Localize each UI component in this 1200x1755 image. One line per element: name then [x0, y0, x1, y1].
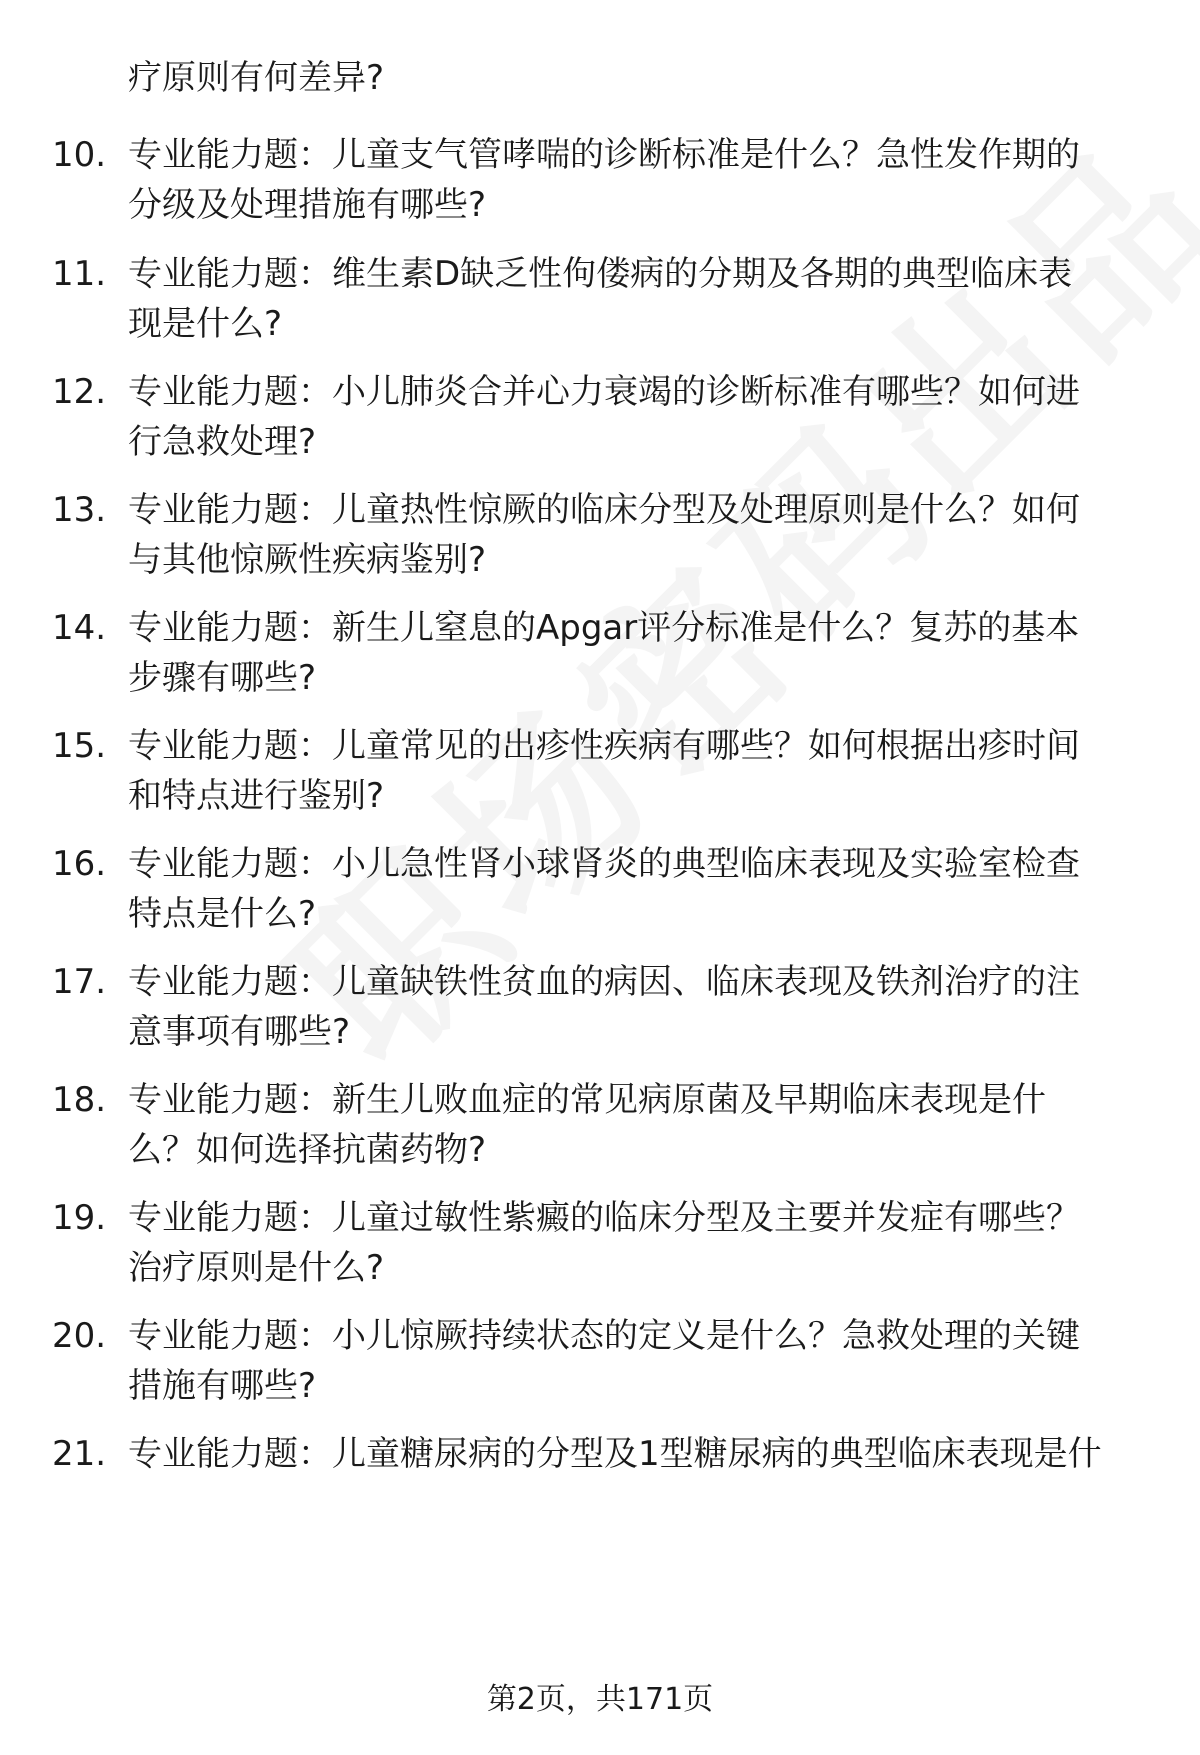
- item-text-line1: 专业能力题：儿童缺铁性贫血的病因、临床表现及铁剂治疗的注: [128, 962, 1080, 1002]
- item-text-line1: 专业能力题：儿童过敏性紫癜的临床分型及主要并发症有哪些？: [128, 1198, 1080, 1238]
- item-text-line1: 专业能力题：儿童热性惊厥的临床分型及处理原则是什么？如何: [128, 490, 1080, 530]
- item-number: 11.: [52, 254, 107, 294]
- item-number: 14.: [52, 608, 107, 648]
- item-number: 15.: [52, 726, 107, 766]
- list-item: [0, 252, 1200, 352]
- list-item: [0, 133, 1200, 233]
- list-item: [0, 1078, 1200, 1178]
- item-text-line1: 专业能力题：维生素D缺乏性佝偻病的分期及各期的典型临床表: [128, 254, 1073, 294]
- item-text-line2: 步骤有哪些?: [128, 658, 317, 698]
- item-text-line2: 么？如何选择抗菌药物?: [128, 1130, 487, 1170]
- list-item: [0, 1314, 1200, 1414]
- item-text-line1: 专业能力题：小儿惊厥持续状态的定义是什么？急救处理的关键: [128, 1316, 1080, 1356]
- item-number: 19.: [52, 1198, 107, 1238]
- item-text-line2: 治疗原则是什么?: [128, 1248, 385, 1288]
- continuation-line: 疗原则有何差异?: [128, 58, 385, 98]
- item-text-line2: 与其他惊厥性疾病鉴别?: [128, 540, 487, 580]
- item-text-line2: 分级及处理措施有哪些?: [128, 185, 487, 225]
- list-item: [0, 1196, 1200, 1296]
- item-text-line2: 和特点进行鉴别?: [128, 776, 385, 816]
- item-text-line2: 行急救处理?: [128, 422, 317, 462]
- item-number: 12.: [52, 372, 107, 412]
- item-text-line2: 措施有哪些?: [128, 1366, 317, 1406]
- list-item: [0, 370, 1200, 470]
- item-text-line1: 专业能力题：新生儿窒息的Apgar评分标准是什么？复苏的基本: [128, 608, 1080, 648]
- item-number: 16.: [52, 844, 107, 884]
- list-item: [0, 724, 1200, 824]
- item-number: 13.: [52, 490, 107, 530]
- page-footer: 第2页，共171页: [486, 1682, 714, 1717]
- item-text-line1: 专业能力题：儿童常见的出疹性疾病有哪些？如何根据出疹时间: [128, 726, 1080, 766]
- list-item: [0, 960, 1200, 1060]
- item-text-line2: 现是什么?: [128, 304, 283, 344]
- item-text-line1: 专业能力题：儿童糖尿病的分型及1型糖尿病的典型临床表现是什: [128, 1434, 1102, 1474]
- item-number: 18.: [52, 1080, 107, 1120]
- item-number: 20.: [52, 1316, 107, 1356]
- list-item: [0, 842, 1200, 942]
- list-item: [0, 488, 1200, 588]
- item-text-line1: 专业能力题：新生儿败血症的常见病原菌及早期临床表现是什: [128, 1080, 1046, 1120]
- list-item: [0, 1432, 1200, 1532]
- item-number: 21.: [52, 1434, 107, 1474]
- item-text-line2: 意事项有哪些?: [128, 1012, 351, 1052]
- item-text-line1: 专业能力题：小儿急性肾小球肾炎的典型临床表现及实验室检查: [128, 844, 1080, 884]
- item-number: 17.: [52, 962, 107, 1002]
- item-text-line2: 特点是什么?: [128, 894, 317, 934]
- list-item: [0, 606, 1200, 706]
- item-text-line1: 专业能力题：儿童支气管哮喘的诊断标准是什么？急性发作期的: [128, 135, 1080, 175]
- item-text-line1: 专业能力题：小儿肺炎合并心力衰竭的诊断标准有哪些？如何进: [128, 372, 1080, 412]
- item-number: 10.: [52, 135, 107, 175]
